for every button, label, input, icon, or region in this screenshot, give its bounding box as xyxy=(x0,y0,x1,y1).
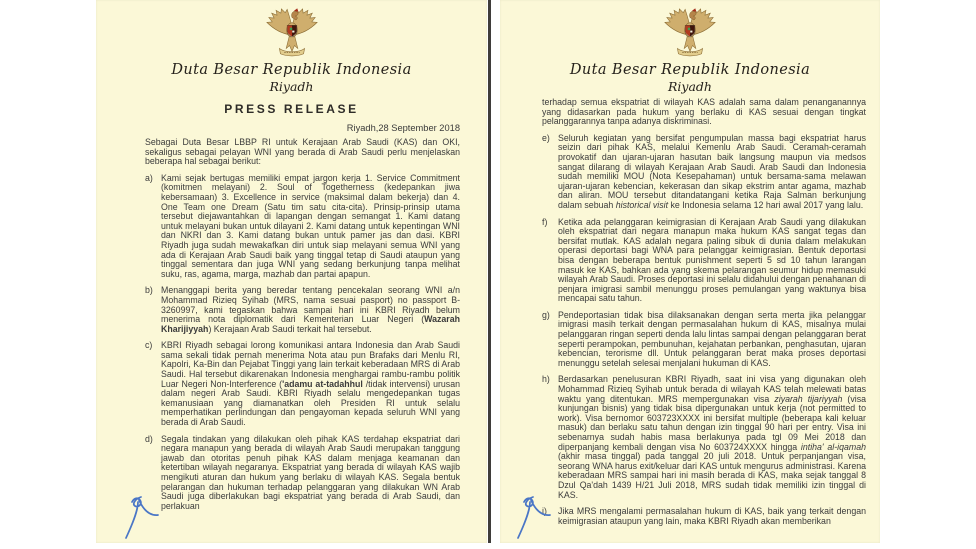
text-segment-bold: 'adamu at-tadahhul xyxy=(282,378,363,389)
garuda-pancasila-emblem xyxy=(263,7,321,59)
continuation-paragraph: terhadap semua ekspatriat di wilayah KAS adalah sama dalam penanganannya yang didasarkan pada hukum yang berlaku di KAS sesuai dengan tingkat pelanggarannya tanpa adanya diskriminasi. xyxy=(542,97,866,127)
item-label: c) xyxy=(145,340,153,351)
text-segment-italic: ziyarah tijariyyah xyxy=(774,393,843,404)
text-segment: Kami sejak bertugas memiliki empat jargon kerja 1. Service Commitment (komitmen melayani) 2. Soul of Togetherness (kedepankan jiwa kebersamaan) 3. Excellence in service (maksimal dalam bekerja) dan 4. One Team one Dream (Satu tim satu cita-cita). Prinsip-prinsip utama tersebut diejawantahkan di lapangan dengan semangat 1. Kami datang untuk melayani bukan untuk dilayani 2. Kami datang untuk kepentingan WNI dan NKRI dan 3. Kami datang bukan untuk pamer jas dan dasi. KBRI Riyadh juga sudah mewakafkan diri untuk siap melayani semua WNI yang ada di Kerajaan Arab Saudi baik yang tinggal tetap di Saudi ataupun yang tinggal sementara dan juga WNI yang sedang berkunjung tanpa melihat suku, ras, agama, marga, mazhab dan partai apapun. xyxy=(161,172,460,279)
text-segment: Pendeportasian tidak bisa dilaksanakan dengan serta merta jika pelanggar imigrasi masih terkait dengan permasalahan hukum di KAS, misalnya mulai pelanggaran ringan seperti denda lalu lintas sampai dengan pelanggaran berat seperti perampokan, pembunuhan, kejahatan perbankan, penghasutan, ujaran kebencian, terorisme dll. Untuk pelanggaran berat maka proses deportasi menunggu setelah selesai menjalani hukuman di KAS. xyxy=(558,309,866,368)
intro-paragraph: Sebagai Duta Besar LBBP RI untuk Kerajaan Arab Saudi (KAS) dan OKI, sekaligus sebagai pelayan WNI yang berada di Arab Saudi perlu menjelaskan beberapa hal sebagai berikut: xyxy=(145,137,460,167)
letterhead-organization: Duta Besar Republik Indonesia xyxy=(569,62,811,78)
text-segment: Seluruh kegiatan yang bersifat pengumpulan massa bagi ekspatriat harus seizin dari pihak KAS, melalui Kemenlu Arab Saudi. Ceramah-ceramah provokatif dan ujaran-ujaran hasutan baik langsung maupun via medsos sangat dilarang di wilayah Kerajaan Arab Saudi. Arab Saudi dan Indonesia sudah memiliki MOU (Nota Kesepahaman) untuk bersama-sama melawan ujaran-ujaran kebencian, kekerasan dan sikap ekstrim antar agama, mazhab dan aliran. MOU tersebut ditandatangani ketika Raja Salman berkunjung dalam sebuah xyxy=(558,132,866,210)
press-item-c xyxy=(145,341,460,427)
item-text xyxy=(558,507,866,526)
item-label: d) xyxy=(145,433,153,444)
text-segment: KBRI Riyadh sebagai lorong komunikasi antara Indonesia dan Arab Saudi sama sekali tidak pernah menerima Nota atau pun Brafaks dari Menlu RI, Kapolri, Ka-Bin dan Pejabat Tinggi yang lain terkait keberadaan MRS di Arab Saudi. Hal tersebut dikarenakan Indonesia menghargai rambu-rambu politik Luar Negeri Non-Interference ( xyxy=(161,340,460,389)
press-item-h xyxy=(542,375,866,500)
item-text xyxy=(161,435,460,512)
letterhead-organization: Duta Besar Republik Indonesia xyxy=(171,62,412,78)
press-item-i xyxy=(542,507,866,526)
item-text xyxy=(558,218,866,304)
text-segment-bold: Wazarah Kharijiyyah xyxy=(161,314,460,334)
item-text xyxy=(558,311,866,369)
garuda-pancasila-emblem xyxy=(661,7,719,59)
item-label: e) xyxy=(542,132,550,143)
dateline: Riyadh,28 September 2018 xyxy=(346,123,460,133)
press-item-f xyxy=(542,218,866,304)
item-text xyxy=(558,134,866,211)
press-item-b xyxy=(145,286,460,334)
text-segment: Menanggapi berita yang beredar tentang pencekalan seorang WNI a/n Mohammad Rizieq Syihab (MRS, nama sesuai pasport) no passport B-3260997, kami tegaskan bahwa sampai hari ini KBRI Riyadh belum menerima nota diplomatik dari Kementerian Luar Negeri ( xyxy=(161,285,460,325)
text-segment: (visa kunjungan bisnis) yang tidak bisa dipergunakan untuk kerja (not permitted to work). Visa bernomor 603723XXXX ini bersifat multiple (beberapa kali keluar masuk) dan berlaku satu tahun dengan izin tinggal 90 hari per entry. Visa ini sebenarnya sudah habis masa berlakunya pada tgl 09 Mei 2018 dan diperpanjang kembali dengan visa No 603724XXXX hingga xyxy=(558,393,866,452)
item-label: f) xyxy=(542,216,548,227)
item-label: h) xyxy=(542,374,550,385)
letterhead-city: Riyadh xyxy=(269,79,314,94)
press-item-e xyxy=(542,134,866,211)
page-1-body xyxy=(96,138,487,511)
press-item-d xyxy=(145,435,460,512)
item-text xyxy=(161,341,460,427)
item-text xyxy=(161,286,460,334)
page-2-body xyxy=(500,98,880,526)
letterhead-page-2 xyxy=(500,7,880,94)
text-segment: ke Indonesia selama 12 hari awal 2017 yang lalu. xyxy=(668,199,864,210)
item-label: i) xyxy=(542,506,547,517)
item-text xyxy=(558,375,866,500)
blue-pen-initial-mark xyxy=(122,489,167,541)
press-item-a xyxy=(145,174,460,280)
text-segment: Ketika ada pelanggaran keimigrasian di Kerajaan Arab Saudi yang dilakukan oleh ekspatriat dari negara manapun maka hukum KAS sangat tegas dan bersifat mutlak. KAS adalah negara paling sibuk di dunia dalam melakukan operasi deportasi bagi WNA para pelanggar keimigrasian. Bentuk deportasi bisa dengan beberapa bentuk punishment seperti 5 sd 10 tahun larangan masuk ke KAS, bahkan ada yang skema pelarangan seumur hidup memasuki wilayah Arab Saudi. Proses deportasi ini selalu didahului dengan penahanan di penjara imigrasi sambil menunggu proses pemulangan yang waktunya bisa mencapai satu tahun. xyxy=(558,216,866,304)
text-segment-italic: historical visit xyxy=(615,199,669,210)
item-label: g) xyxy=(542,309,550,320)
press-release-page-2 xyxy=(500,0,880,543)
text-segment: /tidak intervensi) urusan dalam negeri Arab Saudi. KBRI Riyadh selalu mengedepankan tugas kemanusiaan yang diamanatkan oleh Presiden RI untuk selalu memperhatikan perlindungan dan pengayoman kepada seluruh WNI yang berada di Arab Saudi. xyxy=(161,378,460,428)
text-segment: Segala tindakan yang dilakukan oleh pihak KAS terdahap ekspatriat dari negara manapun yang berada di wilayah Arab Saudi merupakan tanggung jawab dan otoritas penuh pihak KAS dalam menjaga keamanan dan ketertiban wilayah negaranya. Ekspatriat yang berada di wilayah KAS wajib mengikuti aturan dan hukum yang berlaku di wilayah KAS. Segala bentuk pelarangan dan hukuman terhadap pelanggaran yang dilakukan WN Arab Saudi juga diberlakukan bagi ekspatriat yang berada di Arab Saudi, dan perlakuan xyxy=(161,433,460,511)
item-label: b) xyxy=(145,285,153,296)
press-release-title: PRESS RELEASE xyxy=(224,102,359,116)
item-text xyxy=(161,174,460,280)
text-segment-italic: intiha' al-iqamah xyxy=(800,441,866,452)
item-label: a) xyxy=(145,172,153,183)
text-segment: Jika MRS mengalami permasalahan hukum di KAS, baik yang terkait dengan keimigrasian ataupun yang lain, maka KBRI Riyadh akan memberikan xyxy=(558,506,866,526)
page-edge-line xyxy=(488,0,491,543)
text-segment: Berdasarkan penelusuran KBRI Riyadh, saat ini visa yang digunakan oleh Mohammad Rizieq Syihab untuk berada di wilayah KAS telah melewati batas waktu yang ditentukan. MRS mempergunakan visa xyxy=(558,374,866,404)
press-item-g xyxy=(542,311,866,369)
letterhead-city: Riyadh xyxy=(668,79,712,94)
press-release-page-1 xyxy=(96,0,487,543)
text-segment: ) Kerajaan Arab Saudi terkait hal tersebut. xyxy=(208,323,372,334)
letterhead-page-1 xyxy=(96,7,487,133)
blue-pen-initial-mark xyxy=(514,489,559,541)
text-segment: (akhir masa tinggal) pada tanggal 20 juli 2018. Untuk perpanjangan visa, seorang WNA harus exit/keluar dari KAS untuk mengurus administrasi. Karena keberadaan MRS sampai hari ini masih berada di KAS, maka sejak tanggal 8 Dzul Qa'dah 1439 H/21 Juli 2018, MRS sudah tidak memiliki izin tinggal di KAS. xyxy=(558,451,866,500)
